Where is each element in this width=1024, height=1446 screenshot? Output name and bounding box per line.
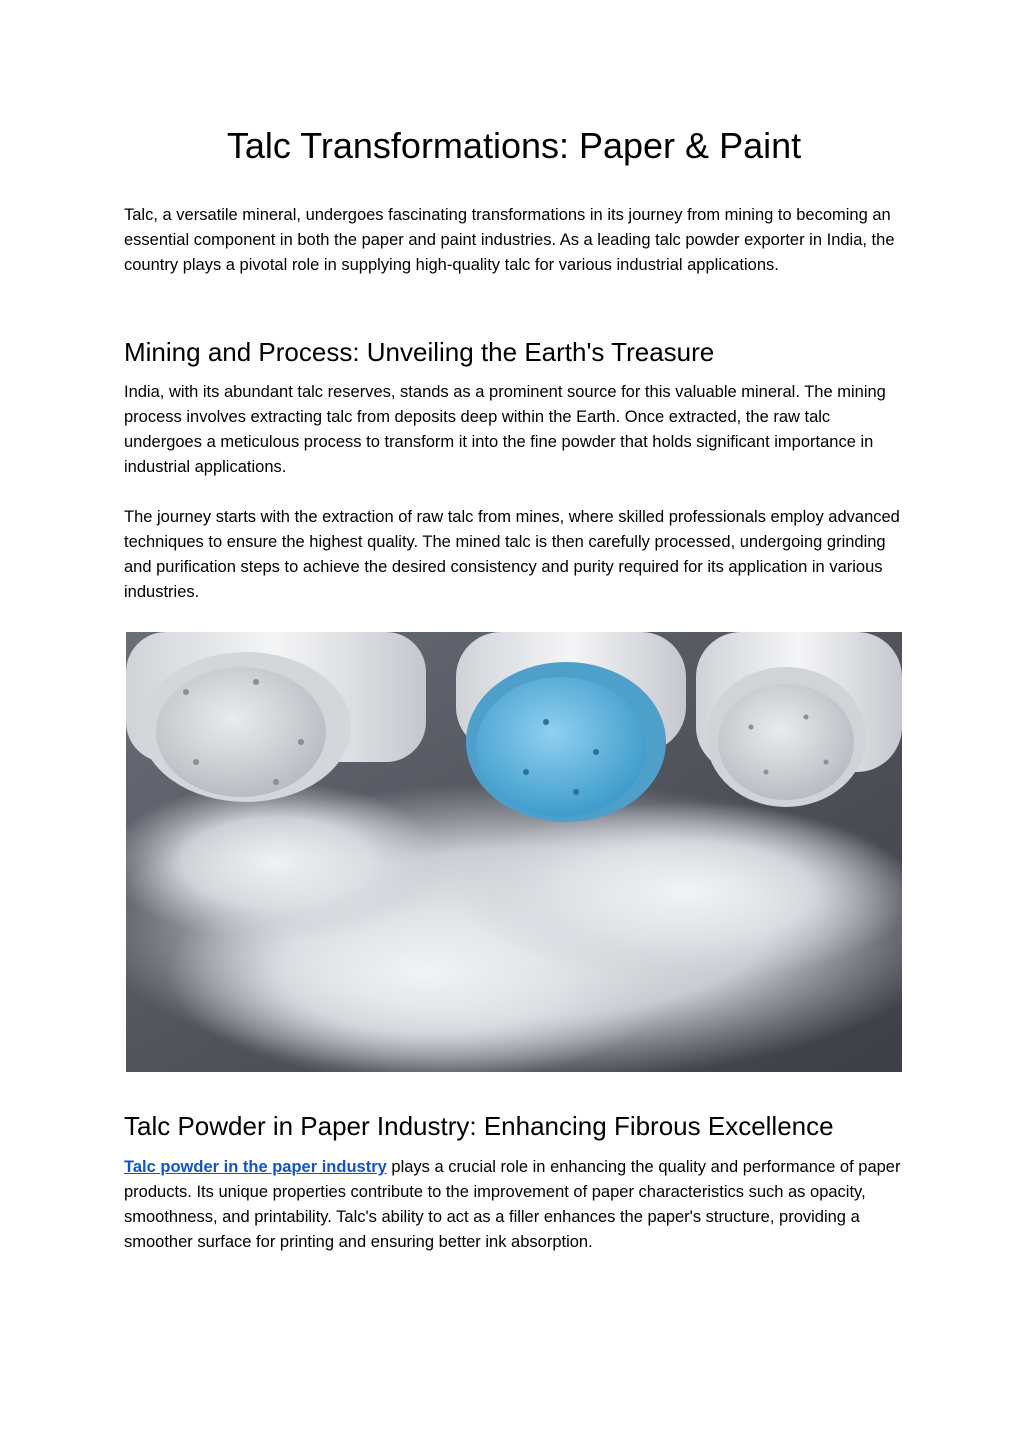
mining-paragraph-1: India, with its abundant talc reserves, stands as a prominent source for this valuable mineral. The mining process involves extracting talc from deposits deep within the Earth. Once extracted, the raw talc undergoes a meticulous process to transform it into the fine powder that holds significant importance in industrial applications. [124, 383, 886, 476]
paper-industry-heading: Talc Powder in Paper Industry: Enhancing Fibrous Excellence [124, 1111, 834, 1141]
paper-industry-text: plays a crucial role in enhancing the quality and performance of paper products. Its unique properties contribute to the improvement of paper characteristics such as opacity, smoothness, and printability. Talc's ability to act as a filler enhances the paper's structure, providing a smoother surface for printing and ensuring better ink absorption. [124, 1158, 901, 1251]
talc-bottles-photo [126, 632, 902, 1072]
document-title: Talc Transformations: Paper & Paint [226, 125, 802, 166]
mining-paragraph-2: The journey starts with the extraction of raw talc from mines, where skilled professionals employ advanced techniques to ensure the highest quality. The mined talc is then carefully processed, undergoing grinding and purification steps to achieve the desired consistency and purity required for its application in various industries. [124, 508, 900, 601]
paper-industry-paragraph [124, 1155, 904, 1255]
intro-paragraph: Talc, a versatile mineral, undergoes fascinating transformations in its journey from mining to becoming an essential component in both the paper and paint industries. As a leading talc powder exporter in India, the country plays a pivotal role in supplying high-quality talc for various industrial applications. [124, 206, 895, 274]
mining-heading: Mining and Process: Unveiling the Earth's Treasure [124, 337, 715, 367]
paper-industry-link[interactable]: Talc powder in the paper industry [124, 1158, 387, 1176]
